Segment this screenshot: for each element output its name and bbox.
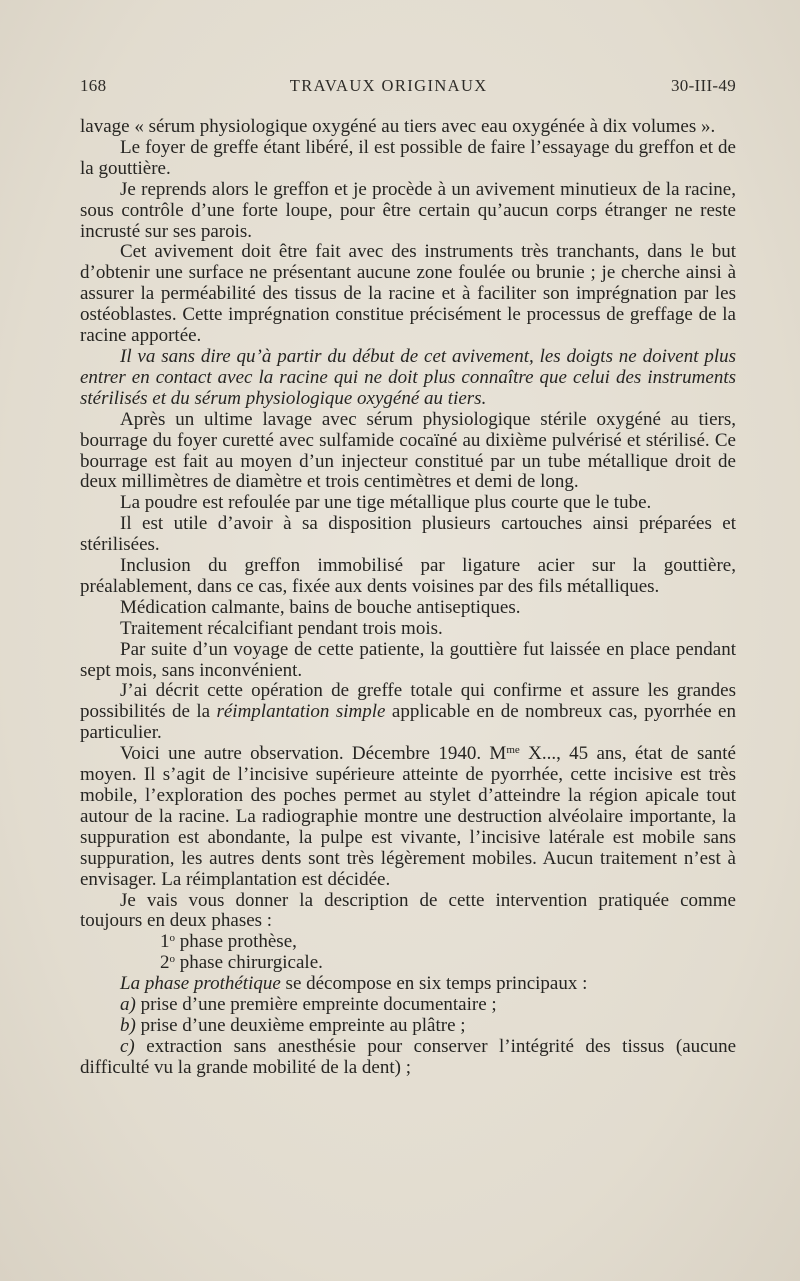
paragraph: La poudre est refoulée par une tige métallique plus courte que le tube. (120, 492, 652, 514)
italic-text: Il va sans dire qu’à partir du début de cet avivement, les doigts ne doivent plus entrer en contact avec la racine qui ne doit plus connaître que celui des instruments stérilisés et du sérum physiologique oxygéné au tiers. (80, 345, 736, 409)
paragraph: Cet avivement doit être fait avec des instruments très tranchants, dans le but d’obtenir une surface ne présentant aucune zone foulée ou brunie ; je cherche ainsi à assurer la perméabilité des tissus de la racine et à faciliter son imprégnation par les ostéoblastes. Cette imprégnation constitue précisément le processus de greffage de la racine apportée. (80, 241, 736, 347)
ordinal-marker: o (169, 953, 175, 966)
superscript: me (506, 744, 520, 757)
paragraph: Traitement récalcifiant pendant trois mois. (120, 617, 443, 639)
list-text: phase chirurgicale. (175, 952, 323, 974)
ordinal-marker: o (169, 932, 175, 945)
text-run: se décompose en six temps principaux : (280, 973, 588, 995)
list-text: phase prothèse, (175, 931, 297, 953)
paragraph: lavage « sérum physiologique oxygéné au tiers avec eau oxygénée à dix volumes ». (80, 116, 716, 137)
item-letter: a) (120, 994, 136, 1016)
list-item (80, 1037, 736, 1079)
paragraph: Par suite d’un voyage de cette patiente, la gouttière fut laissée en place pendant sept mois, sans inconvénient. (80, 638, 736, 681)
paragraph: Après un ultime lavage avec sérum physiologique stérile oxygéné au tiers, bourrage du foyer curetté avec sulfamide cocaïné au dixième pulvérisé et stérilisé. Ce bourrage est fait au moyen d’un injecteur constitué par un tube métallique droit de deux millimètres de diamètre et trois centimètres et demi de long. (80, 408, 736, 493)
list-number: 2 (160, 952, 170, 974)
list-text: prise d’une deuxième empreinte au plâtre ; (135, 1014, 466, 1036)
text-run: J’ai décrit cette opération de greffe totale qui confirme et assure les grandes possibilités de la (80, 680, 736, 723)
paragraph (80, 744, 736, 890)
issue-date: 30-III-49 (670, 76, 736, 95)
item-letter: c) (120, 1035, 135, 1057)
paragraph: Je reprends alors le greffon et je procède à un avivement minutieux de la racine, sous contrôle d’une forte loupe, pour être certain qu’aucun corps étranger ne reste incrusté sur ses parois. (80, 178, 736, 242)
paragraph (80, 974, 736, 995)
list-item (80, 995, 736, 1016)
list-text: extraction sans anesthésie pour conserver l’intégrité des tissus (aucune difficulté vu la grande mobilité de la dent) ; (80, 1035, 736, 1078)
body-text (80, 117, 736, 1079)
italic-text: réimplantation simple (216, 701, 386, 723)
paragraph (80, 681, 736, 744)
list-item (80, 953, 736, 974)
item-letter: b) (120, 1014, 136, 1036)
page-header (80, 76, 736, 96)
list-item (80, 932, 736, 953)
list-item (80, 1016, 736, 1037)
paragraph: Inclusion du greffon immobilisé par ligature acier sur la gouttière, préalablement, dans ce cas, fixée aux dents voisines par des fils métalliques. (80, 555, 736, 597)
text-run: X..., 45 ans, état de santé moyen. Il s’agit de l’incisive supérieure atteinte de pyorrhée, cette incisive est très mobile, l’exploration des poches permet au stylet d’atteindre la région apicale tout autour de la racine. La radiographie montre une destruction alvéolaire importante, la suppuration est abondante, la pulpe est vivante, l’incisive latérale est mobile sans suppuration, les autres dents sont très légèrement mobiles. Aucun traitement n’est à envisager. La réimplantation est décidée. (80, 743, 736, 890)
page-number: 168 (80, 76, 107, 95)
paragraph: Le foyer de greffe étant libéré, il est possible de faire l’essayage du greffon et de la gouttière. (80, 136, 736, 179)
list-text: prise d’une première empreinte documentaire ; (135, 994, 497, 1016)
italic-text: La phase prothétique (120, 973, 281, 995)
paragraph: Médication calmante, bains de bouche antiseptiques. (120, 596, 521, 618)
text-run: applicable en de nombreux cas, pyorrhée en particulier. (80, 701, 736, 744)
paragraph: Il est utile d’avoir à sa disposition plusieurs cartouches ainsi préparées et stérilisées. (80, 513, 736, 556)
paragraph-italic (80, 347, 736, 410)
running-title: TRAVAUX ORIGINAUX (289, 76, 488, 95)
text-run: Voici une autre observation. Décembre 1940. M (120, 743, 507, 765)
list-number: 1 (160, 931, 170, 953)
paragraph: Je vais vous donner la description de cette intervention pratiquée comme toujours en deux phases : (80, 889, 736, 932)
